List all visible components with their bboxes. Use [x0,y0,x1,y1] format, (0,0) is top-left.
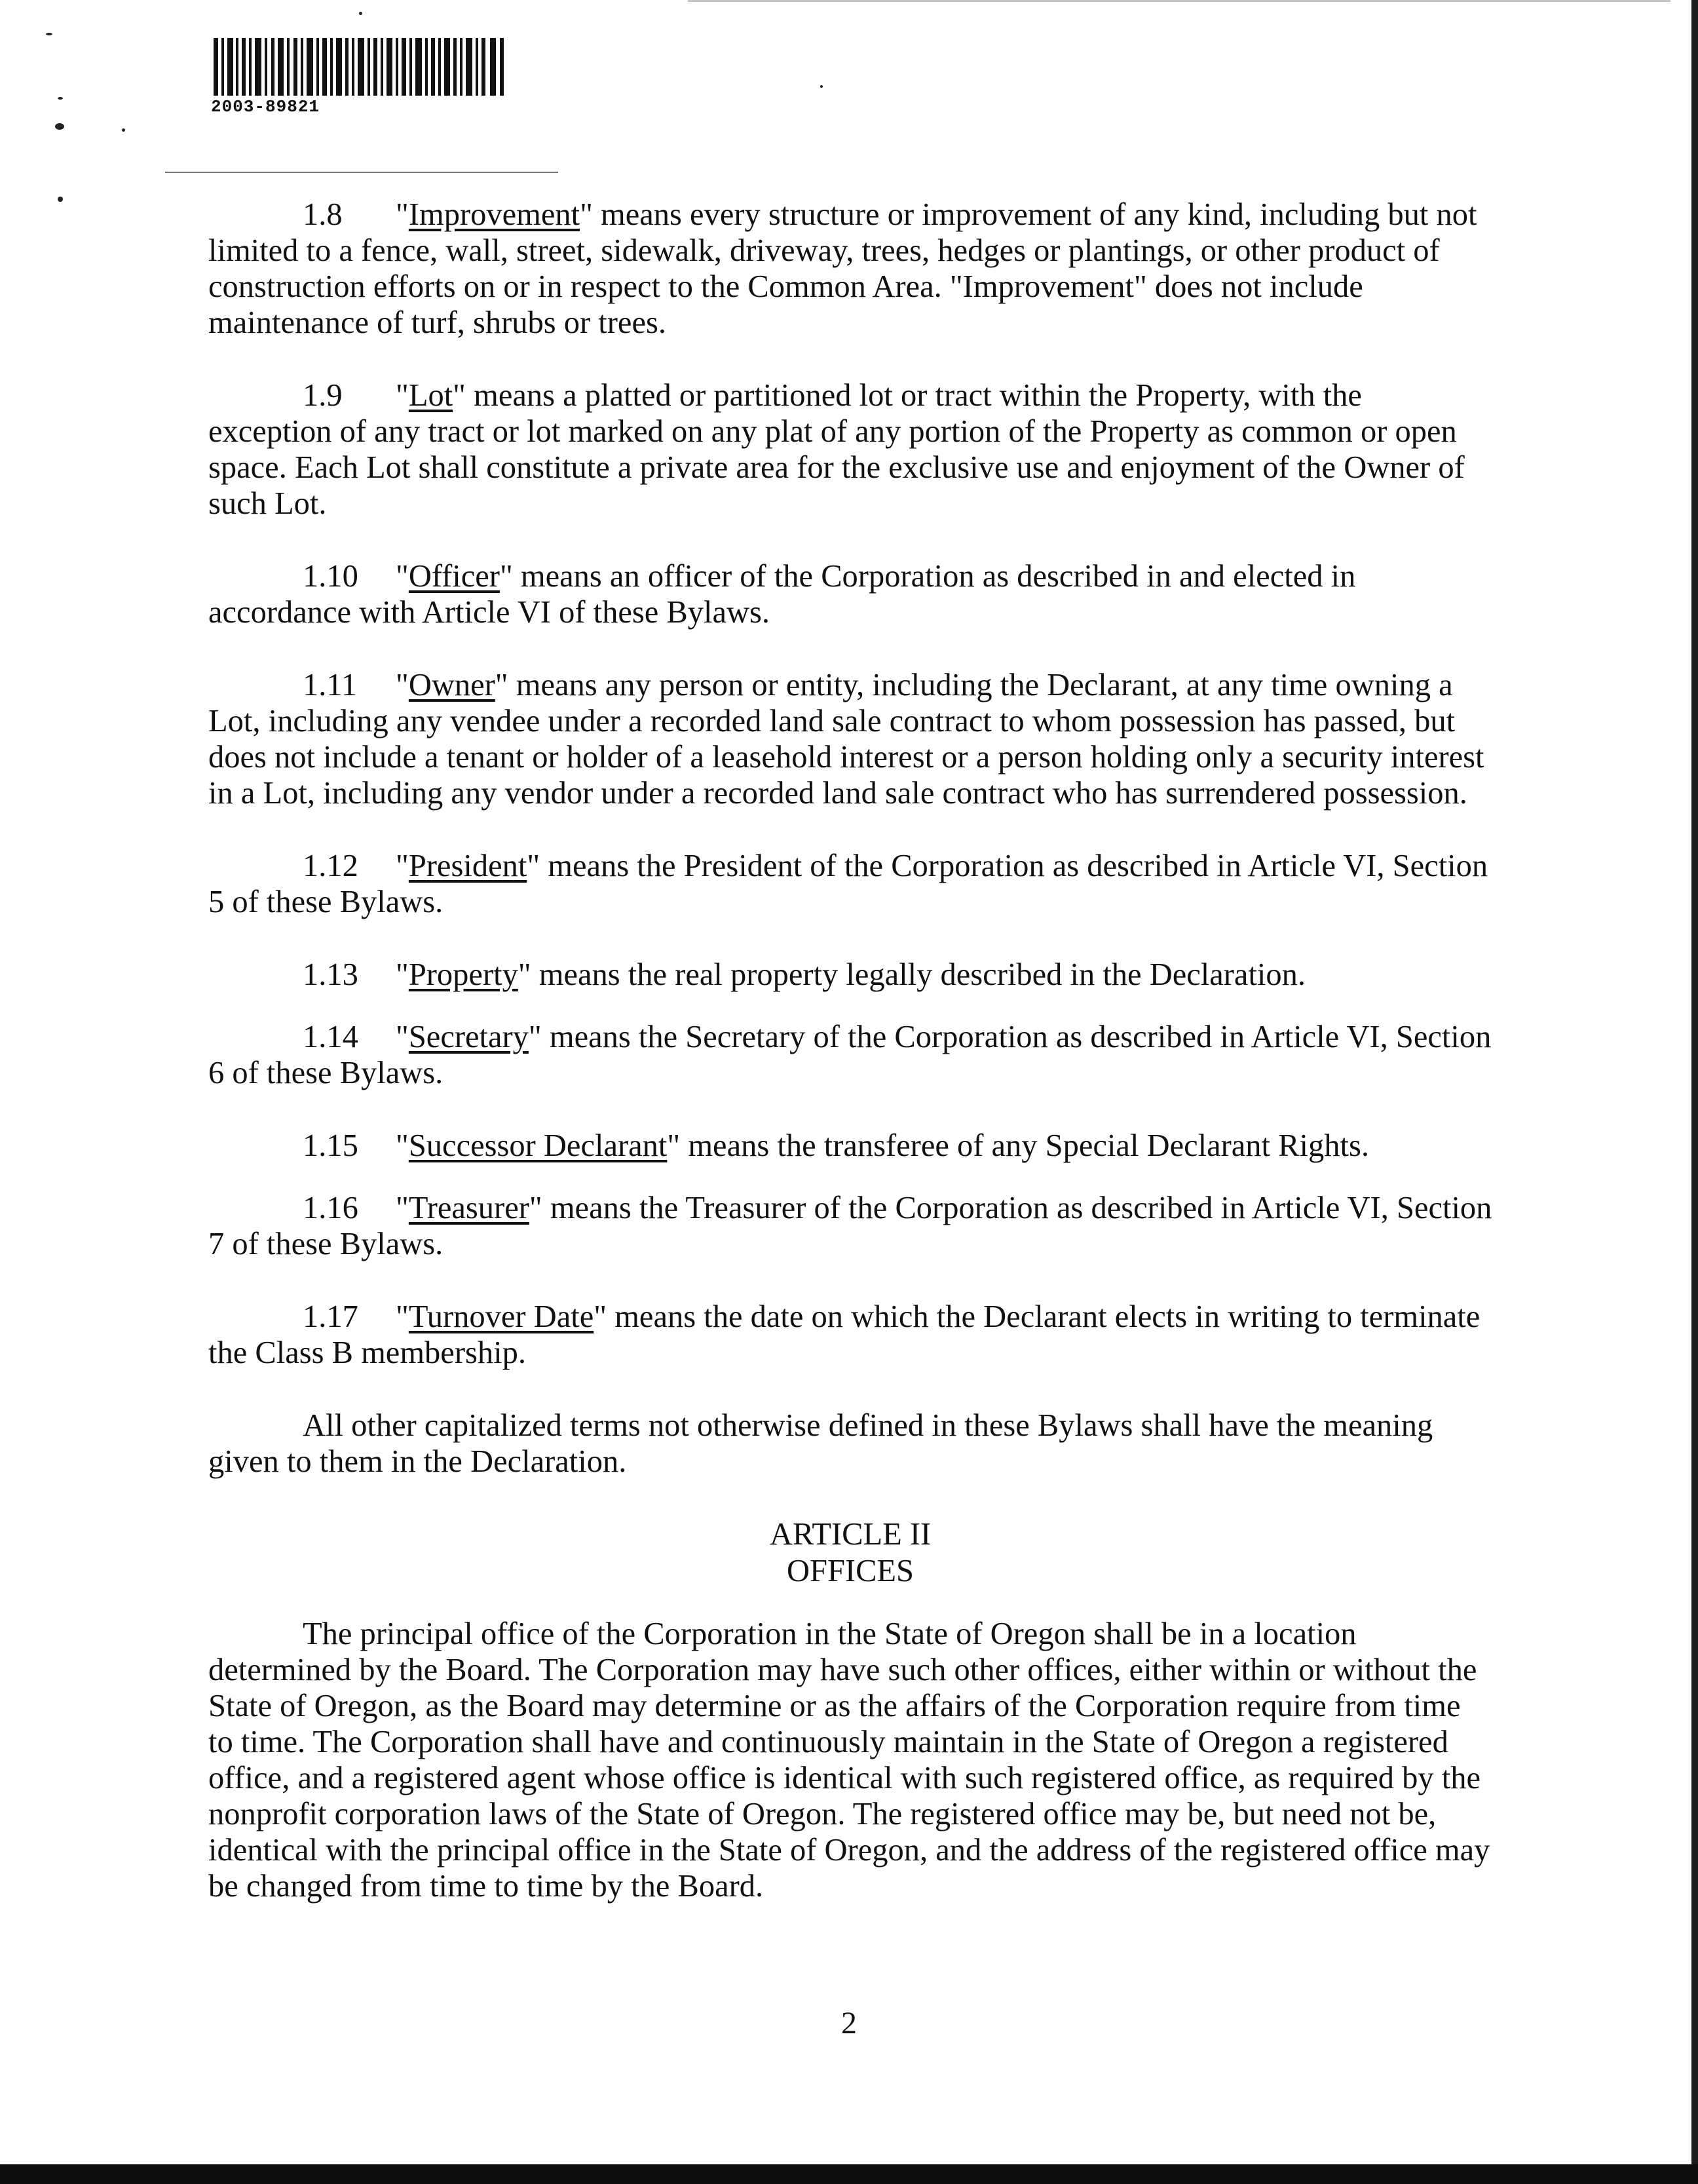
scan-speck [58,97,63,100]
page-content [208,197,1492,1941]
article-title: OFFICES [786,1554,915,1588]
scan-speck [122,128,125,132]
definition-1-8: 1.8 "Improvement" means every structure or improvement of any kind, including but not limited to a fence, wall, street, sidewalk, driveway, trees, hedges or plantings, or other product of construction efforts on or in respect to the Common Area. "Improvement" does not include maintenance of turf, shrubs or trees. [208,197,1477,340]
scan-speck [46,33,52,35]
defined-term: Secretary [408,1020,529,1054]
defined-term: Officer [408,559,500,594]
definition-1-16: 1.16 "Treasurer" means the Treasurer of the Corporation as described in Article VI, Section 7 of these Bylaws. [208,1191,1492,1261]
header-rule [165,172,558,173]
section-number: 1.13 [303,957,358,992]
definition-text: means the Secretary of the Corporation as described in Article VI, Section 6 of these Bylaws. [208,1020,1492,1090]
definition-text: means the real property legally described in the Declaration. [531,957,1306,992]
section-number: 1.11 [303,668,358,702]
definition-1-17: 1.17 "Turnover Date" means the date on which the Declarant elects in writing to terminate the Class B membership. [208,1299,1481,1370]
barcode-number: 2003-89821 [211,97,320,117]
section-number: 1.17 [303,1299,358,1334]
definition-text: means a platted or partitioned lot or tract within the Property, with the exception of any tract or lot marked on any plat of any portion of the Property as common or open space. Each Lot shall constitute a private area for the exclusive use and enjoyment of the Owner of such Lot. [208,378,1465,521]
scan-speck [58,197,63,202]
section-number: 1.9 [303,378,343,413]
page-number: 2 [841,2006,857,2040]
section-number: 1.12 [303,849,358,883]
definition-text: means the President of the Corporation as described in Article VI, Section 5 of these Bylaws. [208,849,1488,919]
scan-edge-line [688,0,1670,2]
barcode [214,38,505,96]
section-number: 1.14 [303,1020,358,1054]
defined-term: Lot [408,378,453,413]
scan-border-right [1691,0,1698,2184]
section-number: 1.16 [303,1191,358,1225]
definition-1-12: 1.12 "President" means the President of the Corporation as described in Article VI, Section 5 of these Bylaws. [208,849,1488,919]
definition-1-10: 1.10 "Officer" means an officer of the Corporation as described in and elected in accordance with Article VI of these Bylaws. [208,559,1356,630]
definition-text: means the date on which the Declarant elects in writing to terminate the Class B membership. [208,1299,1481,1370]
defined-term: Successor Declarant [408,1128,668,1163]
definition-text: means any person or entity, including the Declarant, at any time owning a Lot, including any vendee under a recorded land sale contract to whom possession has passed, but does not include a tenant or holder of a leasehold interest or a person holding only a security interest in a Lot, including any vendor under a recorded land sale contract who has surrendered possession. [208,668,1484,811]
definition-1-15: 1.15 "Successor Declarant" means the transferee of any Special Declarant Rights. [303,1128,1369,1163]
defined-term: Property [408,957,518,992]
defined-term: Owner [408,668,495,702]
scan-border-bottom [0,2164,1698,2184]
definition-1-11: 1.11 "Owner" means any person or entity, including the Declarant, at any time owning a Lot, including any vendee under a recorded land sale contract to whom possession has passed, but does not include a tenant or holder of a leasehold interest or a person holding only a security interest in a Lot, including any vendor under a recorded land sale contract who has surrendered possession. [208,668,1484,811]
section-number: 1.15 [303,1128,358,1163]
scan-speck [359,12,362,15]
article-heading [208,1516,1492,1590]
closing-paragraph: All other capitalized terms not otherwise defined in these Bylaws shall have the meaning given to them in the Declaration. [208,1408,1433,1479]
definition-text: means the transferee of any Special Declarant Rights. [680,1128,1369,1163]
defined-term: Treasurer [408,1191,529,1225]
definition-1-9: 1.9 "Lot" means a platted or partitioned lot or tract within the Property, with the exception of any tract or lot marked on any plat of any portion of the Property as common or open space. Each Lot shall constitute a private area for the exclusive use and enjoyment of the Owner of such Lot. [208,378,1465,521]
article-number: ARTICLE II [769,1517,932,1552]
defined-term: Turnover Date [408,1299,594,1334]
scan-speck [55,123,64,130]
definition-text: means every structure or improvement of any kind, including but not limited to a fence, wall, street, sidewalk, driveway, trees, hedges or plantings, or other product of construction efforts on or in respect to the Common Area. "Improvement" does not include maintenance of turf, shrubs or trees. [208,197,1477,340]
definition-1-13: 1.13 "Property" means the real property legally described in the Declaration. [303,957,1306,992]
section-number: 1.10 [303,559,358,594]
article-body: The principal office of the Corporation in the State of Oregon shall be in a location determined by the Board. The Corporation may have such other offices, either within or without the State of Oregon, as the Board may determine or as the affairs of the Corporation require from time to time. The Corporation shall have and continuously maintain in the State of Oregon a registered office, and a registered agent whose office is identical with such registered office, as required by the nonprofit corporation laws of the State of Oregon. The registered office may be, but need not be, identical with the principal office in the State of Oregon, and the address of the registered office may be changed from time to time by the Board. [208,1617,1490,1904]
definition-1-14: 1.14 "Secretary" means the Secretary of the Corporation as described in Article VI, Section 6 of these Bylaws. [208,1020,1492,1090]
defined-term: President [408,849,527,883]
definition-text: means an officer of the Corporation as described in and elected in accordance with Article VI of these Bylaws. [208,559,1356,630]
definition-text: means the Treasurer of the Corporation as described in Article VI, Section 7 of these Bylaws. [208,1191,1492,1261]
scan-speck [820,85,823,88]
section-number: 1.8 [303,197,343,232]
defined-term: Improvement [408,197,580,232]
